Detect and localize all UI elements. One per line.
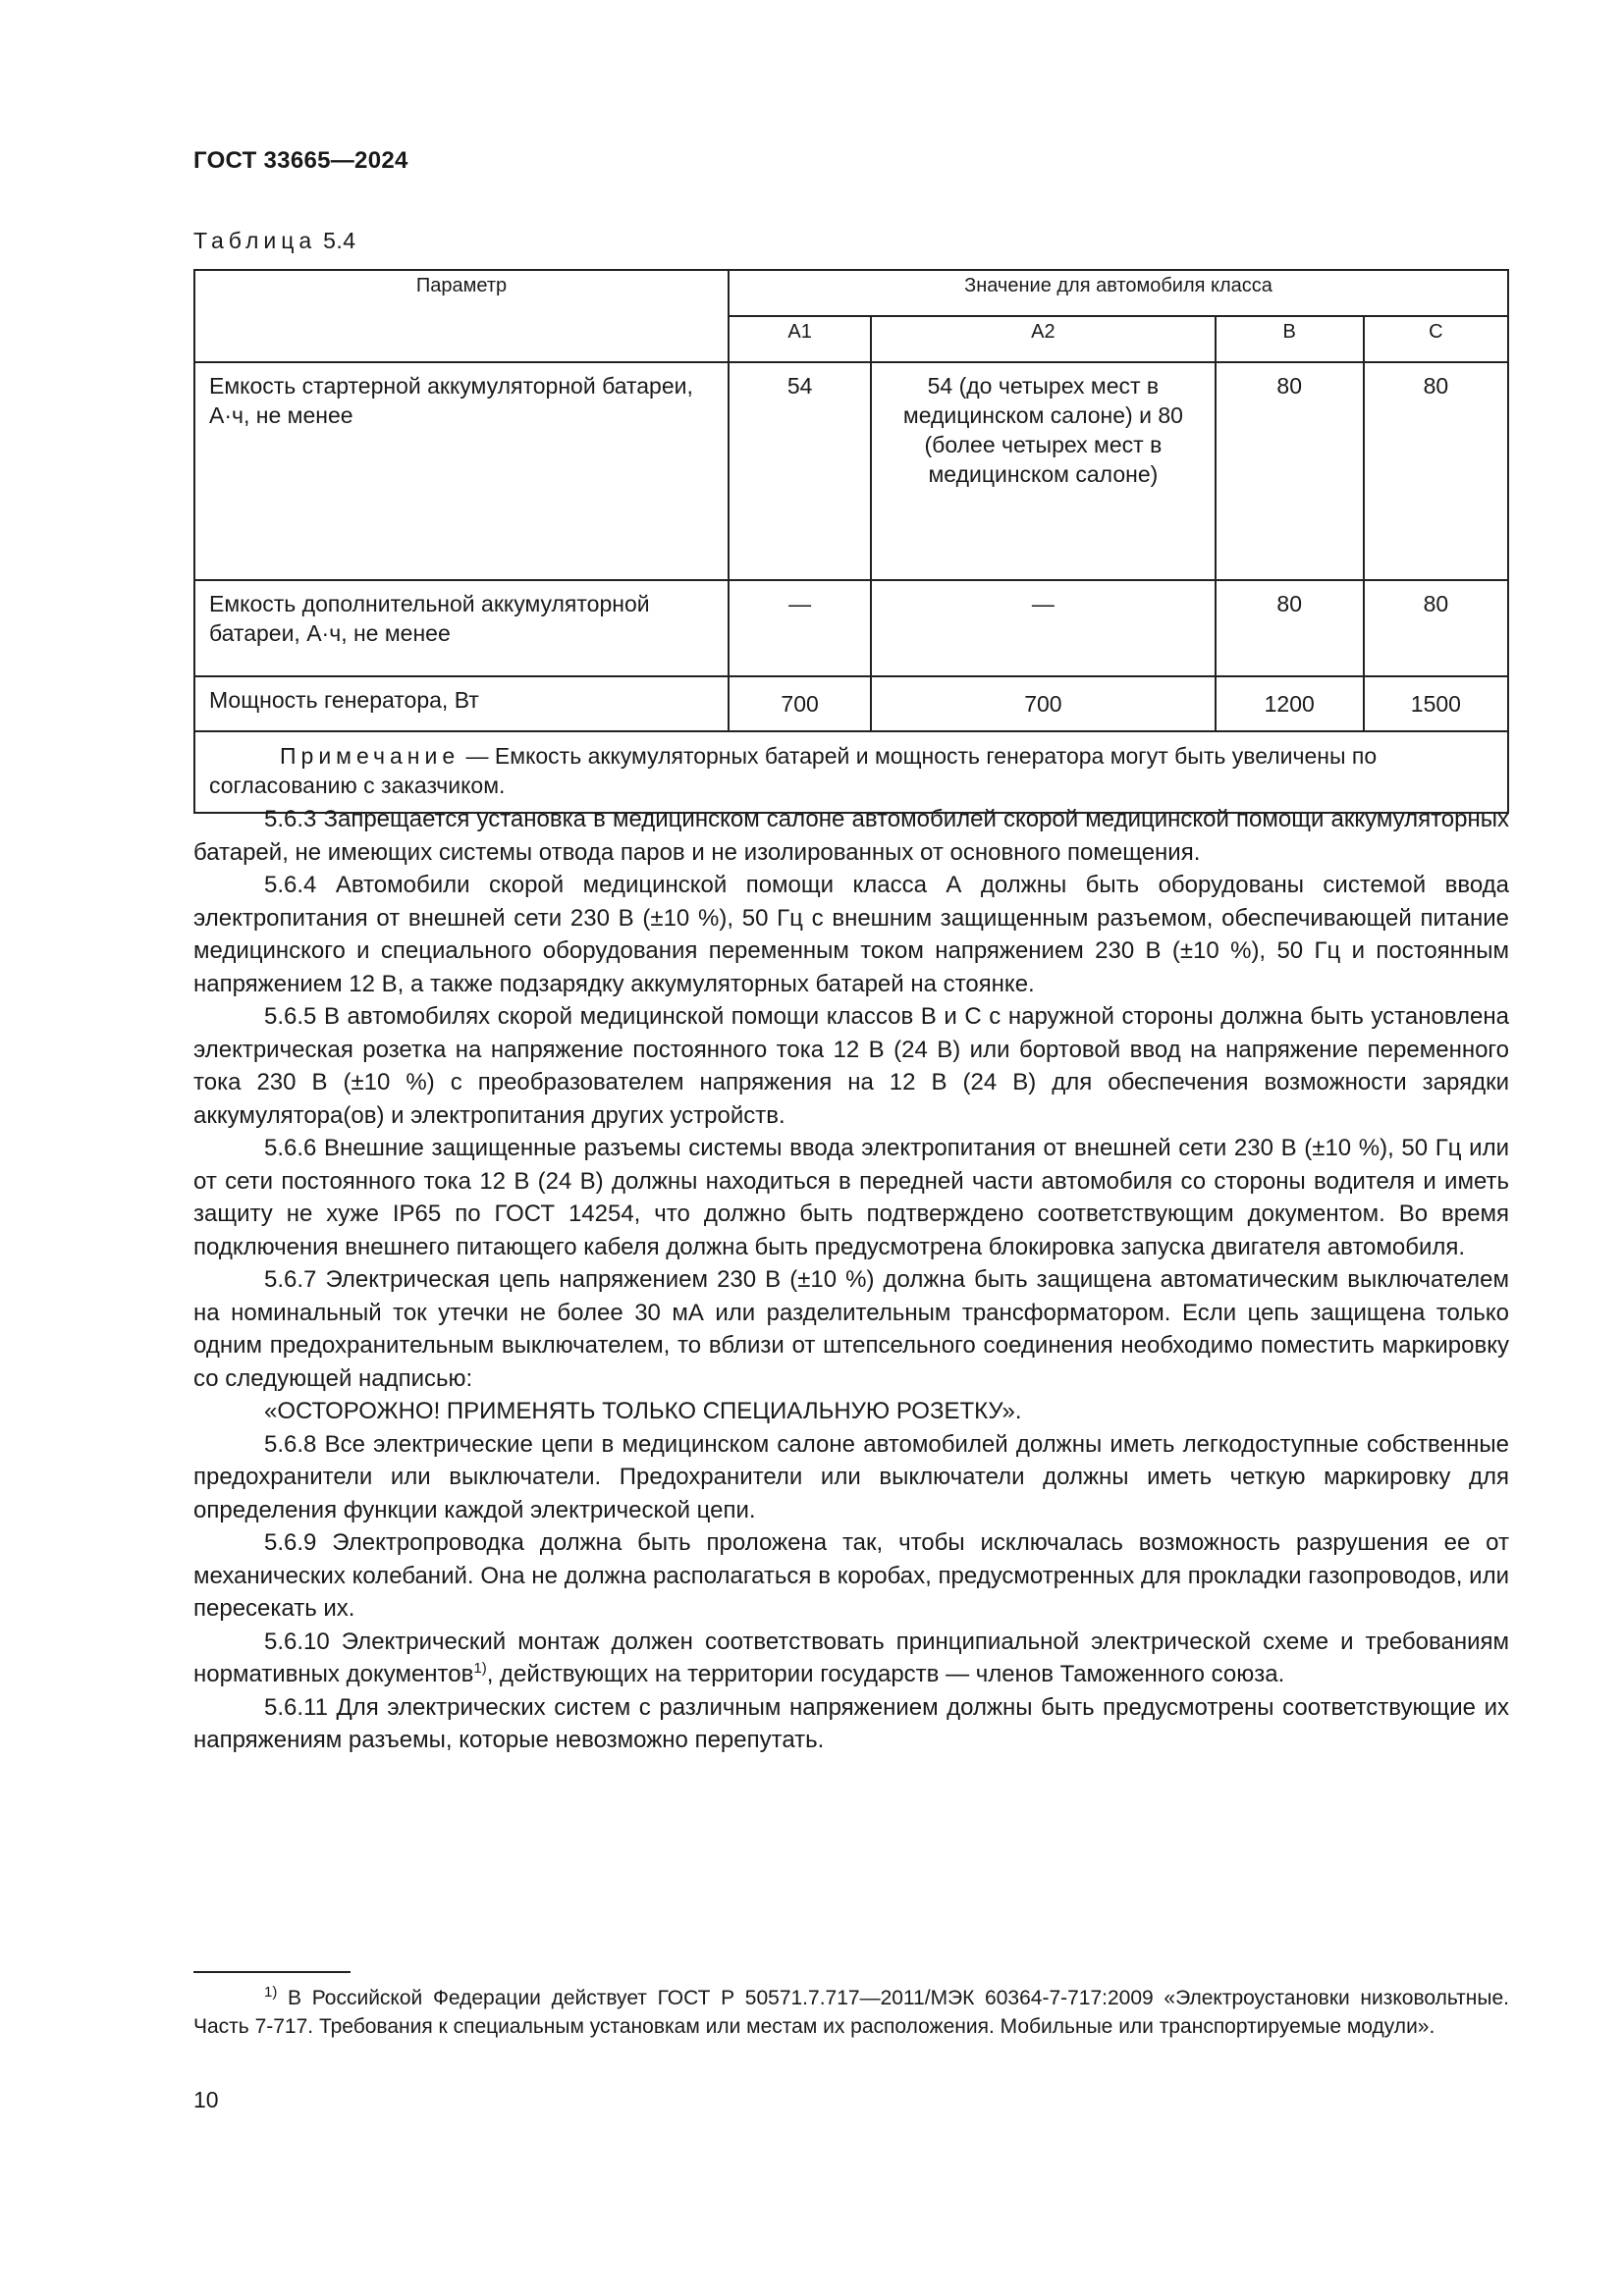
document-header: ГОСТ 33665—2024 (193, 147, 408, 174)
paragraph-5-6-4: 5.6.4 Автомобили скорой медицинской помощи класса А должны быть оборудованы системой ввода электропитания от внешней сети 230 В (±10 %), 50 Гц с внешним защищенным разъемом, обеспечивающей питание медицинского и специального оборудования переменным током напряжением 230 В (±10 %), 50 Гц и постоянным напряжением 12 В, а также подзарядку аккумуляторных батарей на стоянке. (193, 872, 1509, 997)
footnote-divider (193, 1971, 351, 1973)
table-cell-a1: 54 (729, 362, 871, 580)
paragraph-5-6-11: 5.6.11 Для электрических систем с различным напряжением должны быть предусмотрены соответствующие их напряжениям разъемы, которые невозможно перепутать. (193, 1693, 1509, 1753)
table-row (194, 676, 1508, 731)
footnote-text (193, 1984, 1509, 2041)
table-row (194, 580, 1508, 676)
table-caption-number: 5.4 (323, 228, 356, 253)
table-cell-param: Емкость дополнительной аккумуляторной батареи, А·ч, не менее (194, 580, 729, 676)
note-text: — Емкость аккумуляторных батарей и мощность генератора могут быть увеличены по согласованию с заказчиком. (209, 743, 1378, 798)
paragraph-5-6-7-quote: «ОСТОРОЖНО! ПРИМЕНЯТЬ ТОЛЬКО СПЕЦИАЛЬНУЮ РОЗЕТКУ». (264, 1398, 1022, 1424)
table-caption (193, 228, 356, 254)
body-text (193, 803, 1509, 1757)
footnote-reference[interactable]: 1) (473, 1660, 487, 1677)
paragraph-5-6-10 (193, 1626, 1509, 1691)
paragraph-5-6-10-text-end: , действующих на территории государств — членов Таможенного союза. (486, 1661, 1285, 1687)
table-caption-word: Таблица (193, 228, 317, 253)
class-header-a1: А1 (729, 316, 871, 362)
paragraph-5-6-8: 5.6.8 Все электрические цепи в медицинском салоне автомобилей должны иметь легкодоступные собственные предохранители или выключатели. Предохранители или выключатели должны иметь четкую маркировку для определения функции каждой электрической цепи. (193, 1430, 1509, 1523)
footnote-body: В Российской Федерации действует ГОСТ Р 50571.7.717—2011/МЭК 60364-7-717:2009 «Электроустановки низковольтные. Часть 7-717. Требования к специальным установкам или местам их расположения. Мобильные или транспортируемые модули». (193, 1987, 1509, 2038)
note-label: Примечание (280, 743, 460, 769)
class-header-c: С (1364, 316, 1508, 362)
class-header-a2: А2 (871, 316, 1215, 362)
footnote-marker: 1) (264, 1984, 278, 2001)
table-cell-a1: — (729, 580, 871, 676)
paragraph-5-6-9: 5.6.9 Электропроводка должна быть проложена так, чтобы исключалась возможность разрушения ее от механических колебаний. Она не должна располагаться в коробах, предусмотренных для прокладки газопроводов, или пересекать их. (193, 1529, 1509, 1622)
param-column-header: Параметр (194, 270, 729, 362)
table-cell-param: Емкость стартерной аккумуляторной батареи, А·ч, не менее (194, 362, 729, 580)
table-cell-a2: 54 (до четырех мест в медицинском салоне) и 80 (более четырех мест в медицинском салоне) (871, 362, 1215, 580)
table-row (194, 362, 1508, 580)
paragraph-5-6-7: 5.6.7 Электрическая цепь напряжением 230 В (±10 %) должна быть защищена автоматическим выключателем на номинальный ток утечки не более 30 мА или разделительным трансформатором. Если цепь защищена только одним предохранительным выключателем, то вблизи от штепсельного соединения необходимо поместить маркировку со следующей надписью: (193, 1266, 1509, 1392)
paragraph-5-6-10-text: 5.6.10 Электрический монтаж должен соответствовать принципиальной электрической схеме и требованиям нормативных документов (193, 1628, 1509, 1687)
class-header-b: В (1216, 316, 1364, 362)
table-note-row (194, 731, 1508, 813)
table-cell-b: 80 (1216, 362, 1364, 580)
table-cell-param: Мощность генератора, Вт (194, 676, 729, 731)
paragraph-5-6-6: 5.6.6 Внешние защищенные разъемы системы ввода электропитания от внешней сети 230 В (±10 %), 50 Гц или от сети постоянного тока 12 В (24 В) должны находиться в передней части автомобиля со стороны водителя и иметь защиту не хуже IP65 по ГОСТ 14254, что должно быть подтверждено соответствующим документом. Во время подключения внешнего питающего кабеля должна быть предусмотрена блокировка запуска двигателя автомобиля. (193, 1135, 1509, 1260)
paragraph-5-6-3: 5.6.3 Запрещается установка в медицинском салоне автомобилей скорой медицинской помощи аккумуляторных батарей, не имеющих системы отвода паров и не изолированных от основного помещения. (193, 806, 1509, 866)
table-cell-c: 80 (1364, 362, 1508, 580)
specification-table (193, 269, 1509, 814)
table-cell-a2: 700 (871, 676, 1215, 731)
page-number: 10 (193, 2087, 219, 2112)
value-column-header: Значение для автомобиля класса (729, 270, 1508, 316)
paragraph-5-6-5: 5.6.5 В автомобилях скорой медицинской помощи классов В и С с наружной стороны должна быть установлена электрическая розетка на напряжение постоянного тока 12 В (24 В) или бортовой ввод на напряжение переменного тока 230 В (±10 %) с преобразователем напряжения на 12 В (24 В) для обеспечения возможности зарядки аккумулятора(ов) и электропитания других устройств. (193, 1003, 1509, 1129)
table-cell-c: 1500 (1364, 676, 1508, 731)
table-cell-a1: 700 (729, 676, 871, 731)
table-cell-a2: — (871, 580, 1215, 676)
table-header-row (194, 270, 1508, 316)
table-cell-b: 80 (1216, 580, 1364, 676)
table-note (194, 731, 1508, 813)
table-cell-b: 1200 (1216, 676, 1364, 731)
footnote (193, 1984, 1509, 2041)
table-cell-c: 80 (1364, 580, 1508, 676)
